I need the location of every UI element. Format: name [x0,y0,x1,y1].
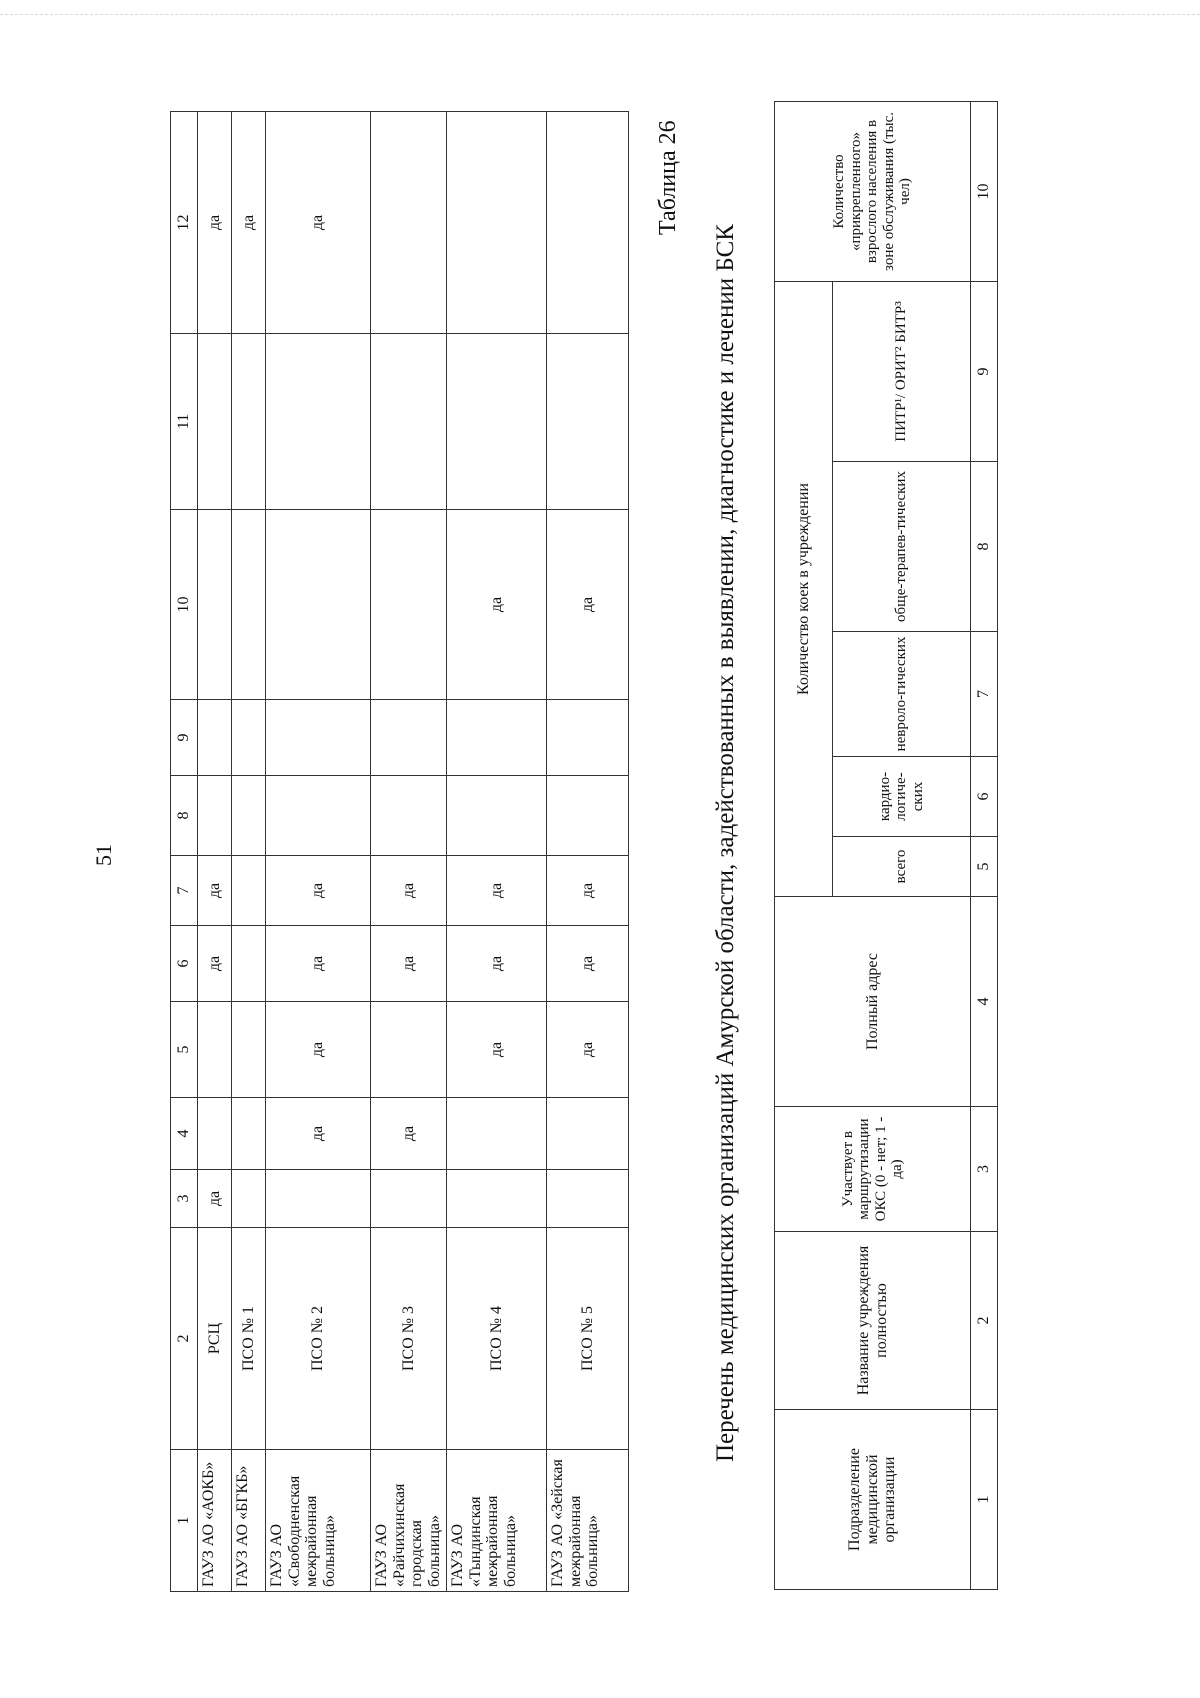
table-cell [266,776,371,856]
table-cell: да [547,1002,629,1098]
table-cell [266,1170,371,1228]
table-cell [547,1170,629,1228]
table-cell: да [266,856,371,926]
table-cell: да [266,1098,371,1170]
table-cell [198,334,232,510]
table-cell [198,700,232,776]
column-number-cell: 1 [971,1410,998,1590]
table-cell [547,334,629,510]
table-cell [371,510,447,700]
table-cell: да [371,856,447,926]
column-number-cell: 8 [971,462,998,632]
table-label: Таблица 26 [655,120,681,235]
header-institution-name: Название учреждения полностью [775,1232,971,1410]
table-row [232,112,266,1592]
table-row [371,112,447,1592]
column-number-cell: 6 [171,926,198,1002]
table-cell: да [371,926,447,1002]
column-number-cell: 2 [171,1228,198,1450]
table-row [198,112,232,1592]
column-number-cell: 9 [171,700,198,776]
header-full-address: Полный адрес [775,897,971,1107]
organization-cell: ГАУЗ АО «Свободненская межрайонная больница» [266,1450,371,1592]
table-cell: да [198,856,232,926]
header-population: Количество «прикрепленного» взрослого населения в зоне обслуживания (тыс. чел) [775,102,971,282]
table-row [266,112,371,1592]
column-number-cell: 9 [971,282,998,462]
table-cell [198,1098,232,1170]
table-cell [371,700,447,776]
header-beds-total: всего [833,837,971,897]
top-rule [0,14,1200,15]
continuation-table [170,111,629,1592]
table-cell [266,700,371,776]
table-cell: да [232,112,266,334]
column-number-cell: 3 [971,1107,998,1232]
table-cell [232,926,266,1002]
table-cell [371,1002,447,1098]
header-acs-routing: Участвует в маршрутизации ОКС (0 - нет; 1 - да) [775,1107,971,1232]
column-number-cell: 8 [171,776,198,856]
table-cell [447,112,547,334]
unit-cell: ПСО № 3 [371,1228,447,1450]
column-number-cell: 12 [171,112,198,334]
column-number-cell: 10 [971,102,998,282]
column-number-cell: 5 [171,1002,198,1098]
table-cell: да [266,1002,371,1098]
header-beds-neuro: невроло-гических [833,632,971,757]
page-number: 51 [91,844,116,866]
table-cell [447,334,547,510]
column-number-cell: 4 [171,1098,198,1170]
unit-cell: ПСО № 2 [266,1228,371,1450]
unit-cell: ПСО № 1 [232,1228,266,1450]
table26-grid [774,101,998,1590]
column-number-cell: 7 [171,856,198,926]
table-cell: да [547,926,629,1002]
table-cell [447,776,547,856]
column-number-cell: 1 [171,1450,198,1592]
table-cell [232,1170,266,1228]
table-cell: да [447,510,547,700]
organization-cell: ГАУЗ АО «АОКБ» [198,1450,232,1592]
table-cell: да [371,1098,447,1170]
table-cell [266,510,371,700]
column-number-cell: 6 [971,757,998,837]
organization-cell: ГАУЗ АО «Райчихинская городская больница» [371,1450,447,1592]
column-number-cell: 11 [171,334,198,510]
table-cell [232,334,266,510]
table-cell [371,334,447,510]
table-cell [198,776,232,856]
table-cell: да [447,926,547,1002]
table-row [547,112,629,1592]
table-cell [371,1170,447,1228]
unit-cell: ПСО № 4 [447,1228,547,1450]
unit-cell: ПСО № 5 [547,1228,629,1450]
table-continuation [170,112,640,1592]
organization-cell: ГАУЗ АО «БГКБ» [232,1450,266,1592]
column-number-cell: 10 [171,510,198,700]
table-title: Перечень медицинских организаций Амурской области, задействованных в выявлении, диагностике и лечении БСК [712,224,739,1462]
table-row [447,112,547,1592]
table-cell [447,700,547,776]
header-beds: Количество коек в учреждении [775,282,833,897]
table-cell [547,776,629,856]
table-cell [547,1098,629,1170]
table-cell: да [447,1002,547,1098]
table-cell [198,1002,232,1098]
column-number-cell: 5 [971,837,998,897]
organization-cell: ГАУЗ АО «Тындинская межрайонная больница» [447,1450,547,1592]
header-beds-therapy: обще-терапев-тических [833,462,971,632]
table-cell [232,1002,266,1098]
table26 [774,102,999,1590]
table-cell [447,1170,547,1228]
column-numbers-row [971,102,998,1590]
table-cell [547,700,629,776]
header-beds-icu: ПИТР¹/ ОРИТ² БИТР³ [833,282,971,462]
table-cell [232,510,266,700]
table-cell [232,776,266,856]
table-cell [232,856,266,926]
table-cell: да [547,510,629,700]
organization-cell: ГАУЗ АО «Зейская межрайонная больница» [547,1450,629,1592]
table-cell: да [266,112,371,334]
table-cell [232,1098,266,1170]
column-number-cell: 7 [971,632,998,757]
table-cell: да [547,856,629,926]
table-cell [266,334,371,510]
unit-cell: РСЦ [198,1228,232,1450]
table-cell: да [447,856,547,926]
table-cell: да [266,926,371,1002]
header-beds-cardio: кардио-логиче-ских [833,757,971,837]
table-cell: да [198,1170,232,1228]
table-cell [371,776,447,856]
table-cell [198,510,232,700]
table-cell [547,112,629,334]
column-number-cell: 3 [171,1170,198,1228]
header-division: Подразделение медицинской организации [775,1410,971,1590]
table-cell [447,1098,547,1170]
column-number-cell: 4 [971,897,998,1107]
table-cell [371,112,447,334]
table-cell [232,700,266,776]
table-header-row [171,112,198,1592]
table-cell: да [198,112,232,334]
column-number-cell: 2 [971,1232,998,1410]
table-cell: да [198,926,232,1002]
